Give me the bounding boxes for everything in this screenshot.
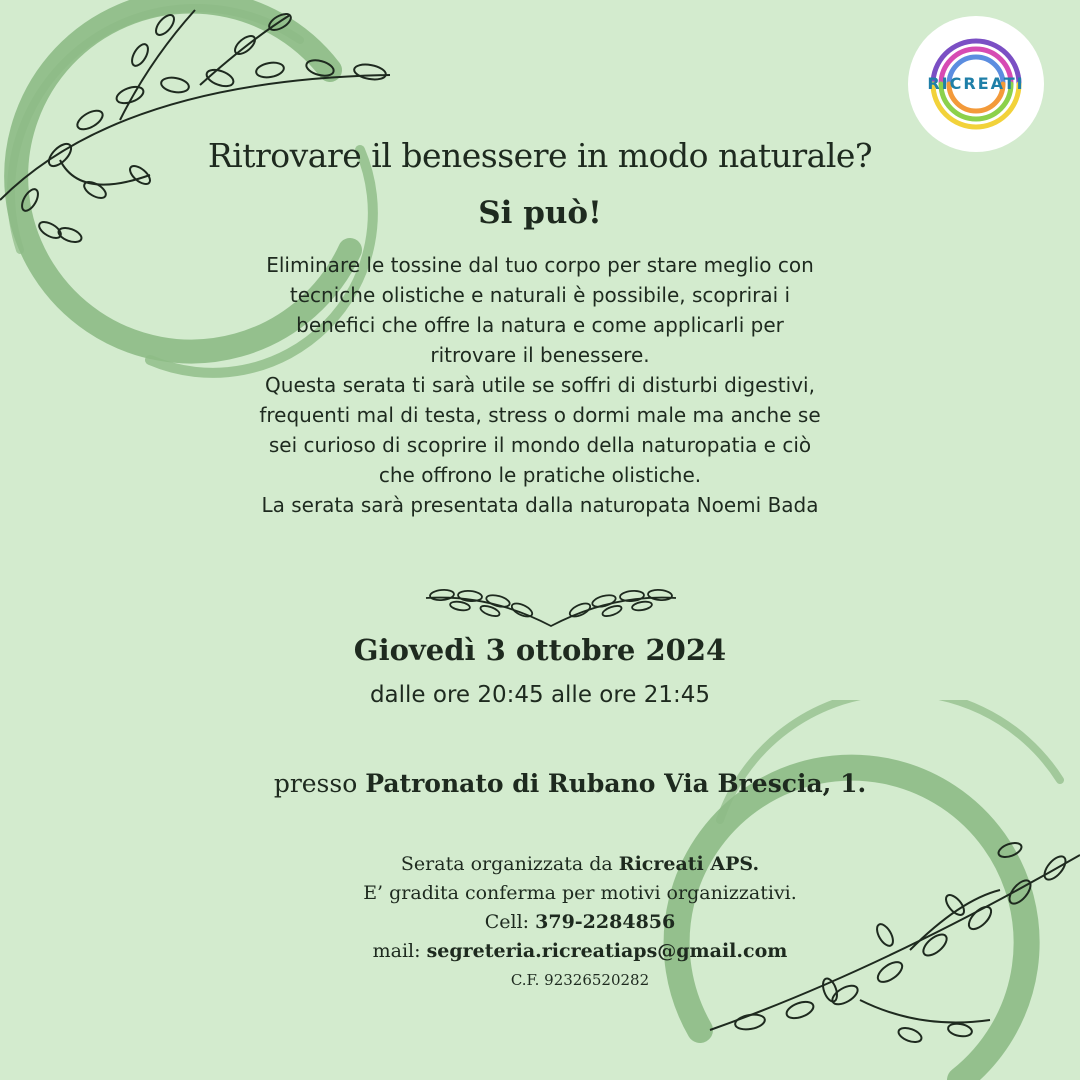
event-venue xyxy=(160,766,980,802)
venue-name: Patronato di Rubano Via Brescia, 1. xyxy=(365,769,867,798)
description-line: tecniche olistiche e naturali è possibile, scoprirai i xyxy=(289,283,791,307)
description-line: La serata sarà presentata dalla naturopata Noemi Bada xyxy=(261,493,819,517)
description-line: ritrovare il benessere. xyxy=(430,343,650,367)
event-time: dalle ore 20:45 alle ore 21:45 xyxy=(369,682,711,708)
ricreati-logo xyxy=(908,16,1044,152)
description-line: benefici che offre la natura e come applicarli per xyxy=(296,313,784,337)
phone-label: Cell: xyxy=(484,911,530,933)
description-line: frequenti mal di testa, stress o dormi male ma anche se xyxy=(259,403,821,427)
fiscal-code: C.F. 92326520282 xyxy=(510,971,650,989)
email-label: mail: xyxy=(372,940,421,962)
event-date: Giovedì 3 ottobre 2024 xyxy=(353,633,727,667)
venue-prefix: presso xyxy=(273,769,358,798)
organizer-line xyxy=(240,850,920,879)
laurel-divider-icon xyxy=(420,586,682,630)
page-title: Ritrovare il benessere in modo naturale? xyxy=(207,136,873,175)
subtitle: Si può! xyxy=(478,195,602,231)
logo-text: RICREATI xyxy=(927,74,1025,93)
description-line: Questa serata ti sarà utile se soffri di disturbi digestivi, xyxy=(265,373,815,397)
description-line: che offrono le pratiche olistiche. xyxy=(378,463,702,487)
organizer-info xyxy=(240,850,920,995)
phone-line xyxy=(240,908,920,937)
organizer-prefix: Serata organizzata da xyxy=(400,853,613,875)
organizer-name: Ricreati APS. xyxy=(618,853,760,875)
email-address: segreteria.ricreatiaps@gmail.com xyxy=(426,940,788,962)
description-line: Eliminare le tossine dal tuo corpo per stare meglio con xyxy=(266,253,814,277)
confirmation-note: E’ gradita conferma per motivi organizzativi. xyxy=(363,882,797,904)
phone-number: 379-2284856 xyxy=(535,911,676,933)
event-description xyxy=(180,250,900,520)
email-line xyxy=(240,937,920,966)
description-line: sei curioso di scoprire il mondo della naturopatia e ciò xyxy=(268,433,812,457)
